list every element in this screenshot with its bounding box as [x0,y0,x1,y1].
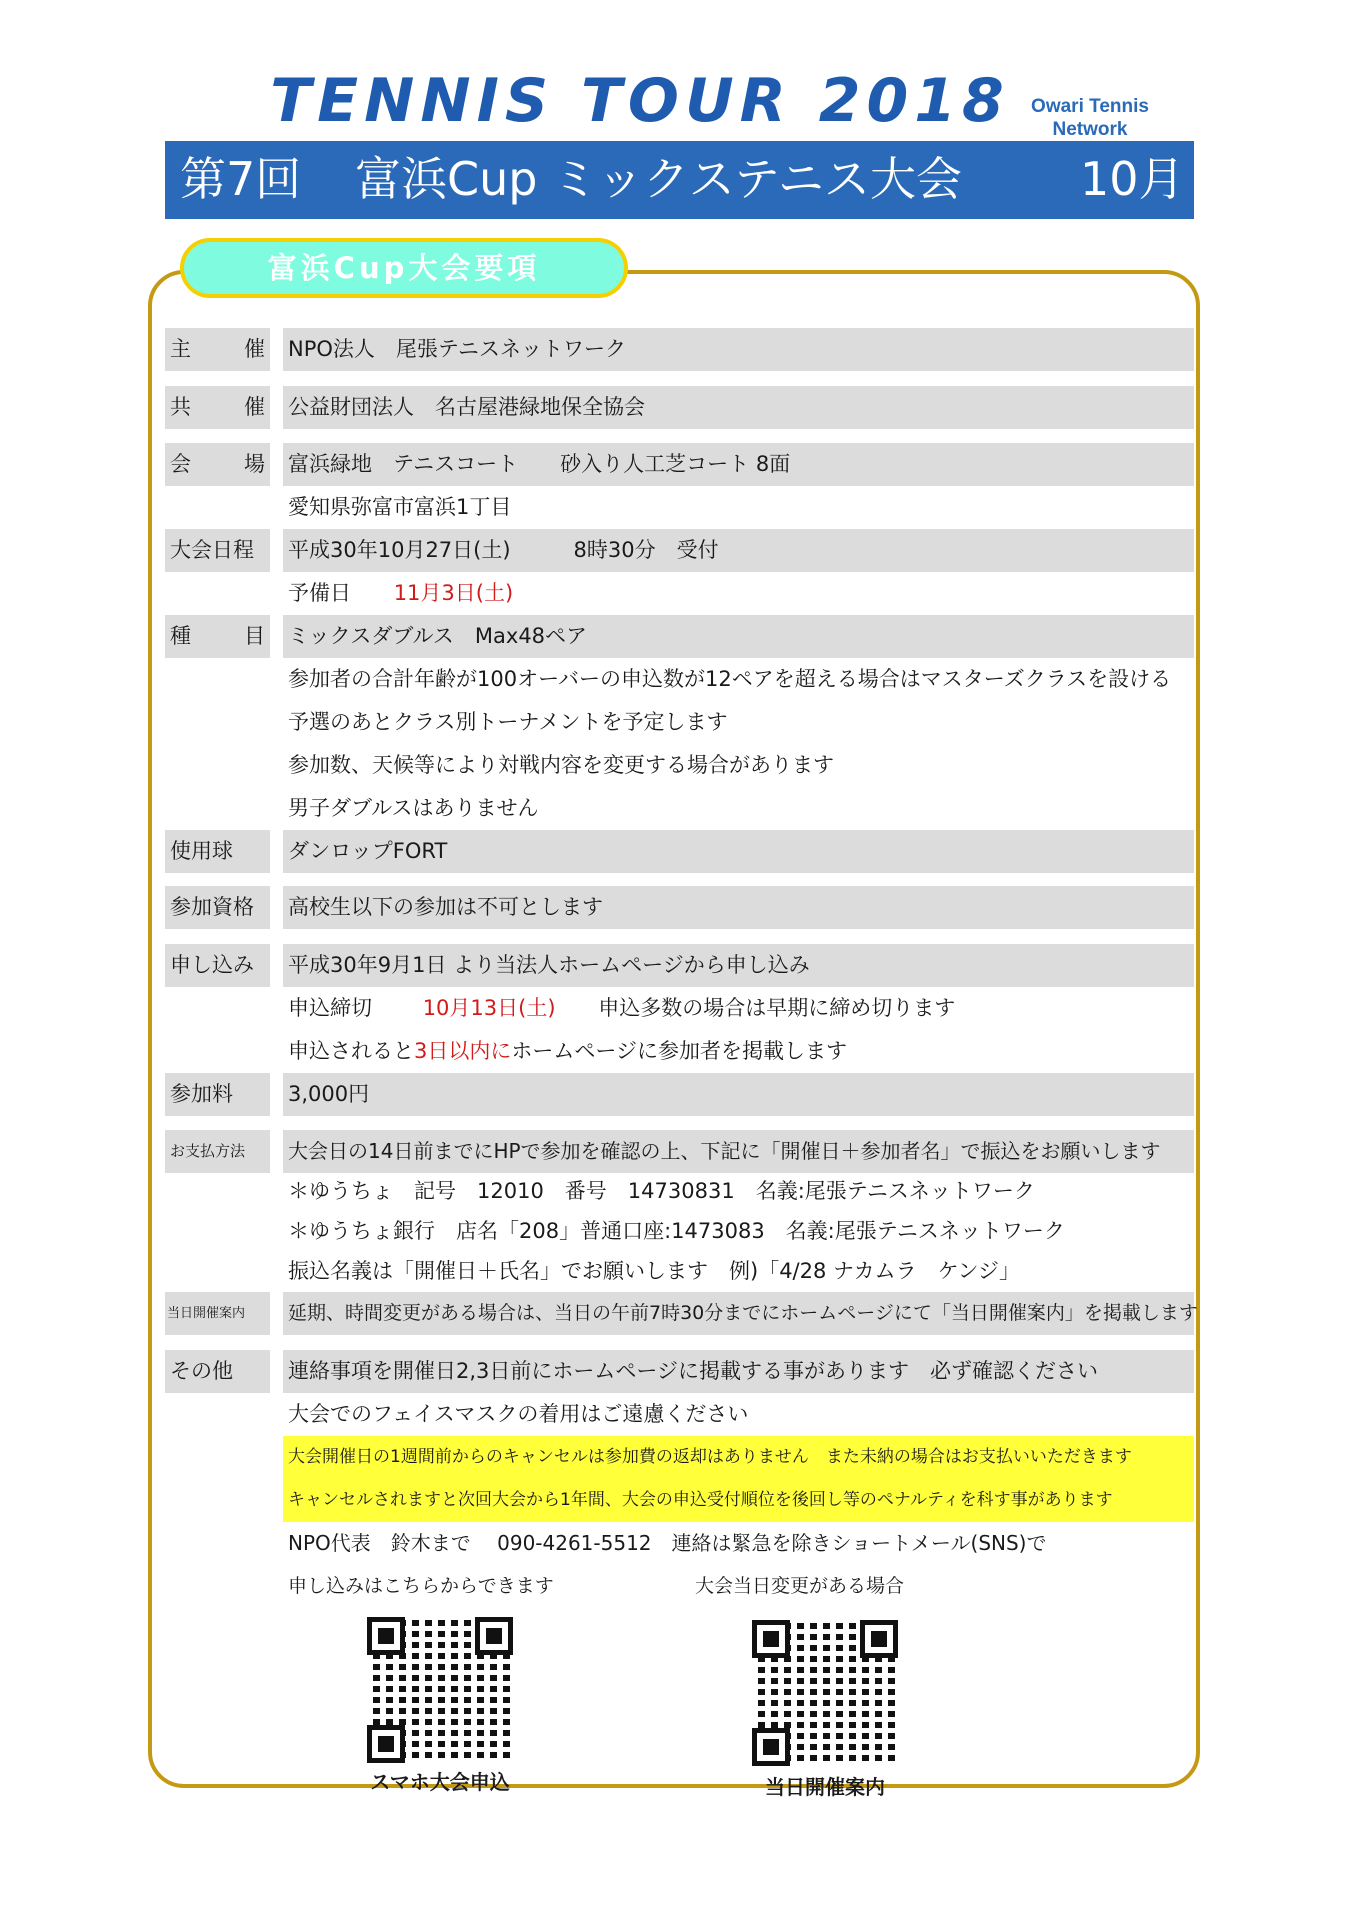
event-note: 参加者の合計年齢が100オーバーの申込数が12ペアを超える場合はマスターズクラスを設ける [288,667,1172,691]
payment-label: お支払方法 [165,1130,270,1173]
cohost-value: 公益財団法人 名古屋港緑地保全協会 [283,386,1194,429]
venue-label: 会 場 [165,443,270,486]
qr-caption-apply: スマホ大会申込 [370,1770,510,1794]
notice-value: 延期、時間変更がある場合は、当日の午前7時30分までにホームページにて「当日開催案内」を掲載します [283,1292,1194,1335]
event-note: 参加数、天候等により対戦内容を変更する場合があります [288,753,834,777]
deadline-note: 申込多数の場合は早期に締め切ります [598,996,956,1020]
fee-label: 参加料 [165,1073,270,1116]
payment-name-note: 振込名義は「開催日＋氏名」でお願いします 例)「4/28 ナカムラ ケンジ」 [288,1259,1021,1283]
ball-label: 使用球 [165,830,270,873]
eligibility-label: 参加資格 [165,886,270,929]
reserve-day-date: 11月3日(土) [393,581,514,605]
page-title: TENNIS TOUR 2018 [270,66,1010,136]
event-banner [165,141,1194,219]
host-value: NPO法人 尾張テニスネットワーク [283,328,1194,371]
host-label: 主 催 [165,328,270,371]
confirm-suffix: ホームページに参加者を掲載します [511,1039,847,1063]
deadline [283,987,1194,1030]
cohost-label: 共 催 [165,386,270,429]
event-label: 種 目 [165,615,270,658]
confirm-red: 3日以内に [414,1039,512,1063]
cancel-policy: 大会開催日の1週間前からのキャンセルは参加費の返却はありません また未納の場合はお支払いいただきます [283,1436,1194,1479]
event-value: ミックスダブルス Max48ペア [283,615,1194,658]
fee-value: 3,000円 [283,1073,1194,1116]
other-value: 連絡事項を開催日2,3日前にホームページに掲載する事があります 必ず確認ください [283,1350,1194,1393]
org-name-line2: Network [1052,119,1128,140]
reserve-day [283,572,1194,615]
qr-caption-notice: 当日開催案内 [765,1775,885,1799]
qr-finder [367,1725,405,1763]
deadline-label: 申込締切 [288,996,372,1020]
qr-intro-right: 大会当日変更がある場合 [695,1575,905,1597]
qr-finder [752,1728,790,1766]
date-label: 大会日程 [165,529,270,572]
mask-note: 大会でのフェイスマスクの着用はご遠慮ください [288,1402,749,1426]
qr-code-notice[interactable] [752,1620,898,1766]
qr-finder [367,1617,405,1655]
confirm-note [283,1030,1194,1073]
qr-finder [860,1620,898,1658]
other-label: その他 [165,1350,270,1393]
apply-value: 平成30年9月1日 より当法人ホームページから申し込み [283,944,1194,987]
date-value: 平成30年10月27日(土) 8時30分 受付 [283,529,1194,572]
confirm-prefix: 申込されると [288,1039,414,1063]
eligibility-value: 高校生以下の参加は不可とします [283,886,1194,929]
deadline-date: 10月13日(土) [422,996,556,1020]
qr-finder [475,1617,513,1655]
event-note: 男子ダブルスはありません [288,796,539,820]
org-name [1000,95,1180,141]
org-name-line1: Owari Tennis [1031,96,1149,117]
banner-event-name: 富浜Cup ミックステニス大会 [355,152,962,206]
section-tab: 富浜Cup大会要項 [180,238,628,298]
payment-value: 大会日の14日前までにHPで参加を確認の上、下記に「開催日＋参加者名」で振込をお願いします [283,1130,1194,1173]
cancel-penalty: キャンセルされますと次回大会から1年間、大会の申込受付順位を後回し等のペナルティを科す事があります [283,1479,1194,1522]
venue-value: 富浜緑地 テニスコート 砂入り人工芝コート 8面 [283,443,1194,486]
payment-account: ＊ゆうちょ 記号 12010 番号 14730831 名義:尾張テニスネットワーク [288,1179,1035,1203]
banner-edition: 第7回 [180,152,302,206]
reserve-day-label: 予備日 [288,581,351,605]
banner-month: 10月 [1080,152,1185,206]
qr-finder [752,1620,790,1658]
venue-address: 愛知県弥富市富浜1丁目 [288,495,512,519]
event-note: 予選のあとクラス別トーナメントを予定します [288,710,728,734]
contact: NPO代表 鈴木まで 090-4261-5512 連絡は緊急を除きショートメール(SNS)で [288,1531,1047,1555]
qr-intro-left: 申し込みはこちらからできます [288,1575,554,1597]
qr-code-apply[interactable] [367,1617,513,1763]
ball-value: ダンロップFORT [283,830,1194,873]
notice-label: 当日開催案内 [165,1292,270,1335]
payment-account: ＊ゆうちょ銀行 店名「208」普通口座:1473083 名義:尾張テニスネットワーク [288,1219,1065,1243]
apply-label: 申し込み [165,944,270,987]
